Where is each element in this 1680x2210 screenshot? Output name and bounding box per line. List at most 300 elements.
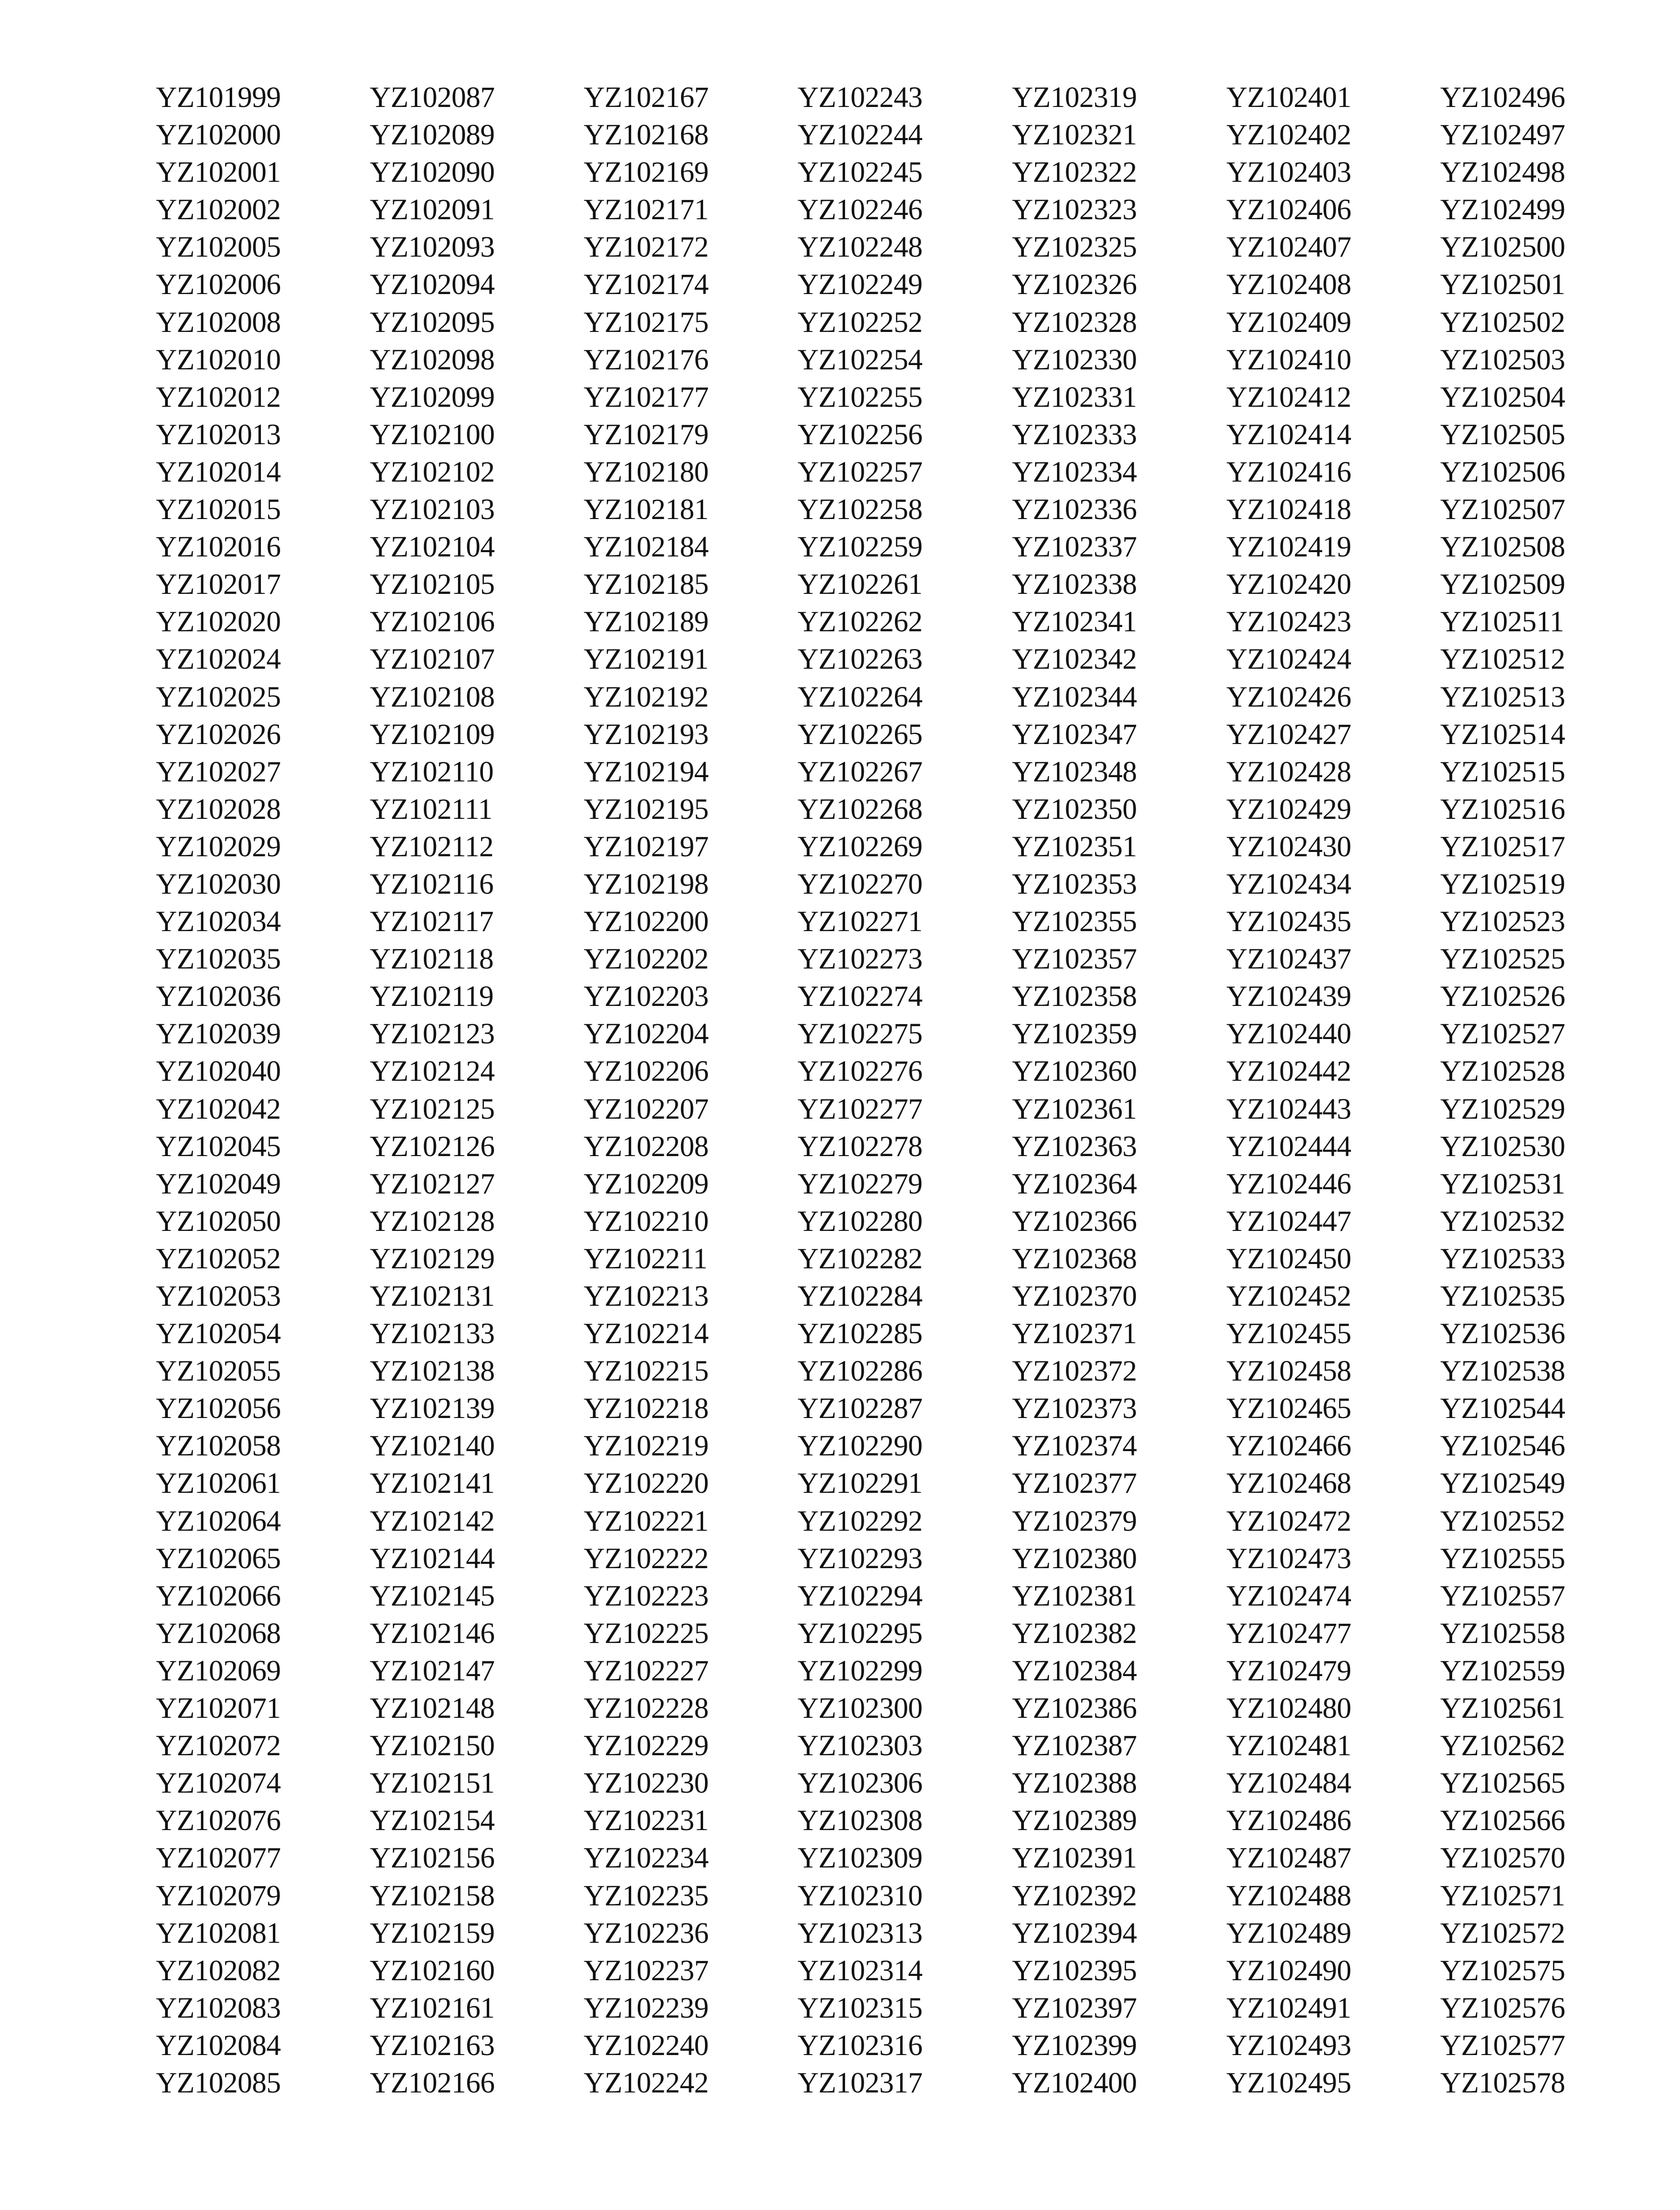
list-item: YZ102338 [1012,568,1137,601]
list-item: YZ102344 [1012,681,1137,713]
list-item: YZ102368 [1012,1242,1137,1275]
list-item: YZ102500 [1440,231,1565,264]
list-item: YZ102484 [1226,1767,1351,1800]
list-item: YZ102099 [370,381,495,414]
list-item: YZ102105 [370,568,495,601]
list-item: YZ102171 [584,194,709,226]
list-item: YZ102418 [1226,494,1351,526]
list-item: YZ102104 [370,531,495,564]
list-item: YZ102388 [1012,1767,1137,1800]
list-item: YZ102013 [156,418,281,451]
list-item: YZ102237 [584,1954,709,1987]
list-item: YZ102008 [156,306,281,339]
list-item: YZ102189 [584,606,709,638]
list-item: YZ102544 [1440,1393,1565,1425]
list-item: YZ102321 [1012,119,1137,152]
list-item: YZ102559 [1440,1655,1565,1687]
list-item: YZ102129 [370,1242,495,1275]
list-item: YZ102109 [370,718,495,751]
list-item: YZ102160 [370,1954,495,1987]
list-item: YZ102026 [156,718,281,751]
list-item: YZ102108 [370,681,495,713]
list-item: YZ102005 [156,231,281,264]
list-item: YZ102174 [584,269,709,301]
list-item: YZ102493 [1226,2029,1351,2062]
list-item: YZ102377 [1012,1467,1137,1500]
list-item: YZ102371 [1012,1318,1137,1350]
list-item: YZ102141 [370,1467,495,1500]
list-item: YZ102300 [798,1692,923,1725]
list-item: YZ102261 [798,568,923,601]
list-item: YZ102150 [370,1730,495,1762]
list-item: YZ102350 [1012,793,1137,826]
list-item: YZ102531 [1440,1168,1565,1200]
list-item: YZ102309 [798,1842,923,1875]
list-item: YZ102227 [584,1655,709,1687]
list-item: YZ102428 [1226,756,1351,788]
list-item: YZ102395 [1012,1954,1137,1987]
list-item: YZ102336 [1012,494,1137,526]
list-item: YZ102079 [156,1879,281,1912]
list-item: YZ102558 [1440,1617,1565,1650]
list-item: YZ102215 [584,1355,709,1388]
list-item: YZ102243 [798,82,923,114]
list-item: YZ102100 [370,418,495,451]
list-item: YZ102379 [1012,1505,1137,1537]
list-item: YZ102061 [156,1467,281,1500]
list-item: YZ102286 [798,1355,923,1388]
list-item: YZ102455 [1226,1318,1351,1350]
list-item: YZ102085 [156,2067,281,2099]
list-item: YZ102495 [1226,2067,1351,2099]
list-item: YZ102034 [156,906,281,938]
list-item: YZ102029 [156,830,281,863]
list-item: YZ102519 [1440,868,1565,900]
list-item: YZ102389 [1012,1805,1137,1837]
list-item: YZ102342 [1012,643,1137,676]
list-item: YZ102236 [584,1917,709,1950]
list-item: YZ102397 [1012,1992,1137,2024]
list-item: YZ102045 [156,1130,281,1163]
list-item: YZ102066 [156,1580,281,1612]
list-item: YZ102140 [370,1430,495,1463]
list-item: YZ102131 [370,1280,495,1312]
list-item: YZ102151 [370,1767,495,1800]
list-item: YZ102103 [370,494,495,526]
list-item: YZ102263 [798,643,923,676]
list-item: YZ102489 [1226,1917,1351,1950]
list-item: YZ102133 [370,1318,495,1350]
list-item: YZ102488 [1226,1879,1351,1912]
list-item: YZ102364 [1012,1168,1137,1200]
list-item: YZ102373 [1012,1393,1137,1425]
list-item: YZ102127 [370,1168,495,1200]
list-item: YZ102218 [584,1393,709,1425]
list-item: YZ102293 [798,1542,923,1575]
list-item: YZ102012 [156,381,281,414]
list-item: YZ102239 [584,1992,709,2024]
list-item: YZ102082 [156,1954,281,1987]
list-item: YZ102532 [1440,1205,1565,1238]
list-item: YZ102252 [798,306,923,339]
list-item: YZ102366 [1012,1205,1137,1238]
list-item: YZ102468 [1226,1467,1351,1500]
list-item: YZ102474 [1226,1580,1351,1612]
list-item: YZ102552 [1440,1505,1565,1537]
list-item: YZ102308 [798,1805,923,1837]
list-item: YZ102337 [1012,531,1137,564]
list-item: YZ102055 [156,1355,281,1388]
list-item: YZ102027 [156,756,281,788]
list-item: YZ102094 [370,269,495,301]
list-item: YZ102280 [798,1205,923,1238]
list-item: YZ102024 [156,643,281,676]
list-item: YZ102486 [1226,1805,1351,1837]
list-item: YZ102392 [1012,1879,1137,1912]
list-item: YZ102412 [1226,381,1351,414]
list-item: YZ102472 [1226,1505,1351,1537]
list-item: YZ102523 [1440,906,1565,938]
list-item: YZ102118 [370,943,494,976]
list-item: YZ102091 [370,194,495,226]
list-item: YZ102017 [156,568,281,601]
list-item: YZ102566 [1440,1805,1565,1837]
list-item: YZ102323 [1012,194,1137,226]
list-item: YZ102191 [584,643,709,676]
list-item: YZ102423 [1226,606,1351,638]
list-item: YZ102030 [156,868,281,900]
list-item: YZ102054 [156,1318,281,1350]
list-item: YZ102065 [156,1542,281,1575]
list-item: YZ102203 [584,981,709,1013]
list-item: YZ102245 [798,156,923,189]
list-item: YZ102147 [370,1655,495,1687]
list-item: YZ102111 [370,793,493,826]
list-item: YZ102110 [370,756,494,788]
list-item: YZ102246 [798,194,923,226]
list-item: YZ102479 [1226,1655,1351,1687]
list-item: YZ102090 [370,156,495,189]
list-item: YZ102229 [584,1730,709,1762]
list-item: YZ102056 [156,1393,281,1425]
list-item: YZ102211 [584,1242,708,1275]
list-item: YZ102333 [1012,418,1137,451]
list-item: YZ102123 [370,1018,495,1051]
list-item: YZ102408 [1226,269,1351,301]
list-item: YZ102555 [1440,1542,1565,1575]
list-item: YZ102202 [584,943,709,976]
list-item: YZ102316 [798,2029,923,2062]
list-item: YZ102213 [584,1280,709,1312]
list-item: YZ102138 [370,1355,495,1388]
list-item: YZ102400 [1012,2067,1137,2099]
list-item: YZ102410 [1226,343,1351,376]
list-item: YZ102391 [1012,1842,1137,1875]
list-item: YZ102087 [370,82,495,114]
list-item: YZ102295 [798,1617,923,1650]
list-item: YZ102528 [1440,1055,1565,1088]
list-item: YZ102020 [156,606,281,638]
list-item: YZ102154 [370,1805,495,1837]
list-item: YZ102197 [584,830,709,863]
list-item: YZ102501 [1440,269,1565,301]
list-item: YZ102511 [1440,606,1564,638]
list-item: YZ102028 [156,793,281,826]
list-item: YZ102561 [1440,1692,1565,1725]
list-item: YZ102128 [370,1205,495,1238]
id-column-7 [1440,79,1598,2102]
list-item: YZ102571 [1440,1879,1565,1912]
list-item: YZ102509 [1440,568,1565,601]
list-item: YZ102319 [1012,82,1137,114]
list-item: YZ102093 [370,231,495,264]
list-item: YZ102546 [1440,1430,1565,1463]
list-item: YZ102384 [1012,1655,1137,1687]
list-item: YZ102010 [156,343,281,376]
list-item: YZ102314 [798,1954,923,1987]
list-item: YZ102181 [584,494,709,526]
list-item: YZ102507 [1440,494,1565,526]
list-item: YZ102204 [584,1018,709,1051]
list-item: YZ102382 [1012,1617,1137,1650]
list-item: YZ102166 [370,2067,495,2099]
list-item: YZ102254 [798,343,923,376]
list-item: YZ102273 [798,943,923,976]
list-item: YZ102536 [1440,1318,1565,1350]
list-item: YZ102357 [1012,943,1137,976]
list-item: YZ102282 [798,1242,923,1275]
list-item: YZ102326 [1012,269,1137,301]
list-item: YZ102480 [1226,1692,1351,1725]
list-item: YZ102426 [1226,681,1351,713]
list-item: YZ102306 [798,1767,923,1800]
list-item: YZ102244 [798,119,923,152]
list-item: YZ102210 [584,1205,709,1238]
list-item: YZ102074 [156,1767,281,1800]
list-item: YZ102214 [584,1318,709,1350]
list-item: YZ102496 [1440,82,1565,114]
list-item: YZ102458 [1226,1355,1351,1388]
list-item: YZ102077 [156,1842,281,1875]
list-item: YZ102402 [1226,119,1351,152]
list-item: YZ102040 [156,1055,281,1088]
list-item: YZ102420 [1226,568,1351,601]
list-item: YZ102117 [370,906,494,938]
list-item: YZ102360 [1012,1055,1137,1088]
list-item: YZ102161 [370,1992,495,2024]
list-item: YZ102221 [584,1505,709,1537]
list-item: YZ102504 [1440,381,1565,414]
list-item: YZ102322 [1012,156,1137,189]
list-item: YZ102279 [798,1168,923,1200]
list-item: YZ102095 [370,306,495,339]
list-item: YZ102355 [1012,906,1137,938]
list-item: YZ102200 [584,906,709,938]
list-item: YZ102538 [1440,1355,1565,1388]
list-item: YZ102194 [584,756,709,788]
list-item: YZ102228 [584,1692,709,1725]
list-item: YZ102146 [370,1617,495,1650]
list-item: YZ102529 [1440,1093,1565,1125]
list-item: YZ102269 [798,830,923,863]
list-item: YZ102530 [1440,1130,1565,1163]
list-item: YZ102287 [798,1393,923,1425]
list-item: YZ102192 [584,681,709,713]
list-item: YZ102506 [1440,456,1565,488]
list-item: YZ102374 [1012,1430,1137,1463]
list-item: YZ102276 [798,1055,923,1088]
list-item: YZ102535 [1440,1280,1565,1312]
list-item: YZ102049 [156,1168,281,1200]
list-item: YZ102416 [1226,456,1351,488]
list-item: YZ102025 [156,681,281,713]
list-item: YZ102406 [1226,194,1351,226]
list-item: YZ102497 [1440,119,1565,152]
list-item: YZ102068 [156,1617,281,1650]
list-item: YZ102163 [370,2029,495,2062]
list-item: YZ102549 [1440,1467,1565,1500]
list-item: YZ102331 [1012,381,1137,414]
list-item: YZ102328 [1012,306,1137,339]
list-item: YZ102235 [584,1879,709,1912]
list-item: YZ102570 [1440,1842,1565,1875]
list-item: YZ102310 [798,1879,923,1912]
list-item: YZ102206 [584,1055,709,1088]
list-item: YZ102126 [370,1130,495,1163]
list-item: YZ102380 [1012,1542,1137,1575]
id-column-2 [370,79,528,2102]
list-item: YZ102175 [584,306,709,339]
list-item: YZ102240 [584,2029,709,2062]
list-item: YZ102159 [370,1917,495,1950]
list-item: YZ102370 [1012,1280,1137,1312]
list-item: YZ102437 [1226,943,1351,976]
list-item: YZ101999 [156,82,281,114]
id-column-6 [1226,79,1385,2102]
list-item: YZ102112 [370,830,494,863]
list-item: YZ102334 [1012,456,1137,488]
list-item: YZ102052 [156,1242,281,1275]
list-item: YZ102230 [584,1767,709,1800]
list-item: YZ102502 [1440,306,1565,339]
list-item: YZ102265 [798,718,923,751]
list-item: YZ102169 [584,156,709,189]
list-item: YZ102089 [370,119,495,152]
list-item: YZ102076 [156,1805,281,1837]
list-item: YZ102513 [1440,681,1565,713]
list-item: YZ102394 [1012,1917,1137,1950]
list-item: YZ102222 [584,1542,709,1575]
list-item: YZ102257 [798,456,923,488]
list-item: YZ102158 [370,1879,495,1912]
list-item: YZ102284 [798,1280,923,1312]
list-item: YZ102223 [584,1580,709,1612]
list-item: YZ102443 [1226,1093,1351,1125]
list-item: YZ102006 [156,269,281,301]
list-item: YZ102125 [370,1093,495,1125]
list-item: YZ102144 [370,1542,495,1575]
list-item: YZ102220 [584,1467,709,1500]
list-item: YZ102562 [1440,1730,1565,1762]
list-item: YZ102234 [584,1842,709,1875]
list-item: YZ102499 [1440,194,1565,226]
list-item: YZ102083 [156,1992,281,2024]
list-item: YZ102387 [1012,1730,1137,1762]
list-item: YZ102430 [1226,830,1351,863]
list-item: YZ102512 [1440,643,1565,676]
list-item: YZ102491 [1226,1992,1351,2024]
list-item: YZ102372 [1012,1355,1137,1388]
list-item: YZ102278 [798,1130,923,1163]
list-item: YZ102277 [798,1093,923,1125]
list-item: YZ102035 [156,943,281,976]
list-item: YZ102015 [156,494,281,526]
list-item: YZ102409 [1226,306,1351,339]
list-item: YZ102179 [584,418,709,451]
list-item: YZ102351 [1012,830,1137,863]
list-item: YZ102248 [798,231,923,264]
list-item: YZ102452 [1226,1280,1351,1312]
list-item: YZ102299 [798,1655,923,1687]
list-item: YZ102473 [1226,1542,1351,1575]
list-item: YZ102325 [1012,231,1137,264]
list-item: YZ102069 [156,1655,281,1687]
list-item: YZ102268 [798,793,923,826]
list-item: YZ102098 [370,343,495,376]
list-item: YZ102242 [584,2067,709,2099]
id-column-3 [584,79,742,2102]
list-item: YZ102447 [1226,1205,1351,1238]
list-item: YZ102359 [1012,1018,1137,1051]
list-item: YZ102050 [156,1205,281,1238]
list-item: YZ102275 [798,1018,923,1051]
list-item: YZ102487 [1226,1842,1351,1875]
list-item: YZ102084 [156,2029,281,2062]
list-item: YZ102498 [1440,156,1565,189]
list-item: YZ102358 [1012,981,1137,1013]
list-item: YZ102490 [1226,1954,1351,1987]
list-item: YZ102527 [1440,1018,1565,1051]
list-item: YZ102386 [1012,1692,1137,1725]
list-item: YZ102042 [156,1093,281,1125]
list-item: YZ102442 [1226,1055,1351,1088]
list-item: YZ102039 [156,1018,281,1051]
list-item: YZ102168 [584,119,709,152]
list-item: YZ102001 [156,156,281,189]
list-item: YZ102231 [584,1805,709,1837]
list-item: YZ102264 [798,681,923,713]
list-item: YZ102427 [1226,718,1351,751]
list-item: YZ102270 [798,868,923,900]
list-item: YZ102142 [370,1505,495,1537]
list-item: YZ102262 [798,606,923,638]
list-item: YZ102249 [798,269,923,301]
list-item: YZ102106 [370,606,495,638]
list-item: YZ102348 [1012,756,1137,788]
list-item: YZ102290 [798,1430,923,1463]
list-item: YZ102515 [1440,756,1565,788]
list-item: YZ102148 [370,1692,495,1725]
list-item: YZ102255 [798,381,923,414]
id-column-4 [798,79,956,2102]
list-item: YZ102508 [1440,531,1565,564]
list-item: YZ102577 [1440,2029,1565,2062]
list-item: YZ102225 [584,1617,709,1650]
list-item: YZ102429 [1226,793,1351,826]
list-item: YZ102434 [1226,868,1351,900]
list-item: YZ102145 [370,1580,495,1612]
list-item: YZ102000 [156,119,281,152]
